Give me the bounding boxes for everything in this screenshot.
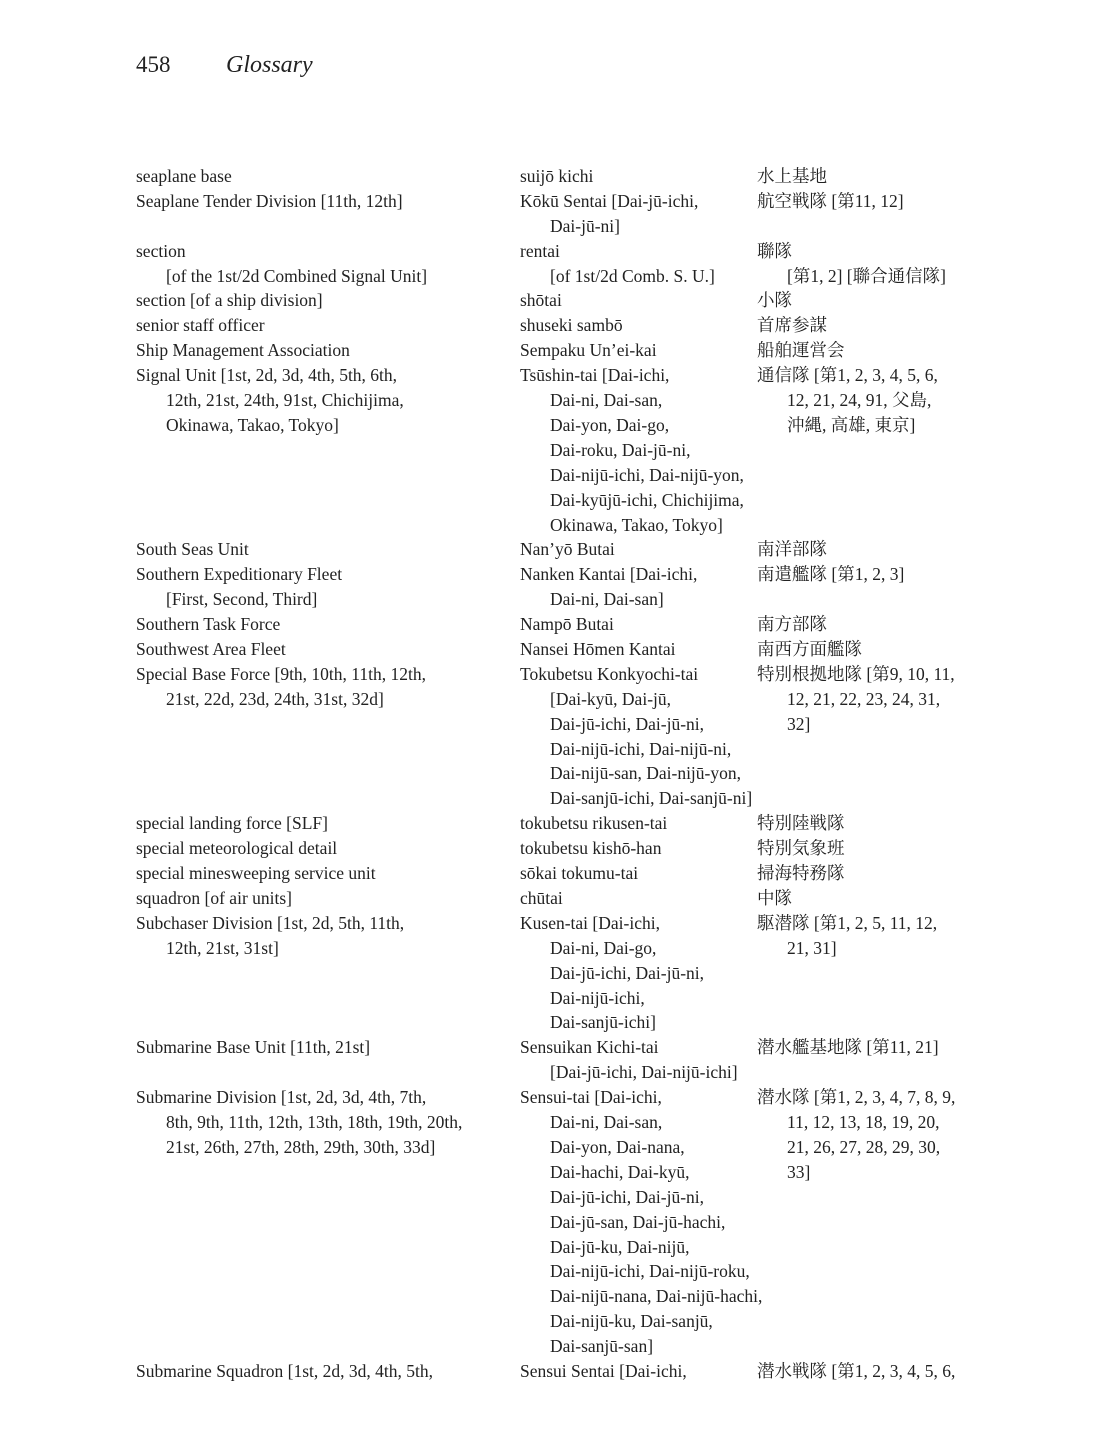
english-term: senior staff officer — [136, 315, 265, 336]
running-title: Glossary — [226, 52, 313, 78]
romanized-term: Dai-sanjū-ichi] — [550, 1012, 656, 1033]
english-term: Southern Task Force — [136, 614, 281, 635]
english-term-column — [136, 363, 511, 438]
romanized-term: Kusen-tai [Dai-ichi, — [520, 912, 660, 933]
romanized-term: chūtai — [520, 887, 563, 908]
english-term-column — [136, 562, 511, 612]
english-term: seaplane base — [136, 166, 232, 186]
english-term: special minesweeping service unit — [136, 863, 376, 884]
romanized-term-column — [520, 811, 768, 836]
japanese-term: 21, 26, 27, 28, 29, 30, — [787, 1136, 941, 1157]
english-term-column — [136, 1085, 511, 1160]
english-term: 8th, 9th, 11th, 12th, 13th, 18th, 19th, 20th, — [166, 1112, 463, 1133]
romanized-term: Nansei Hōmen Kantai — [520, 639, 676, 660]
glossary-row — [136, 1085, 1036, 1359]
japanese-term: 聯隊 — [757, 240, 792, 261]
romanized-term-column — [520, 363, 768, 537]
japanese-term-column — [757, 637, 1007, 662]
romanized-term: Tokubetsu Konkyochi-tai — [520, 663, 699, 684]
english-term-column — [136, 537, 511, 562]
romanized-term-column — [520, 612, 768, 637]
romanized-term-column — [520, 338, 768, 363]
japanese-term-column — [757, 537, 1007, 562]
romanized-term: Nampō Butai — [520, 614, 614, 635]
romanized-term-column — [520, 288, 768, 313]
english-term: Seaplane Tender Division [11th, 12th] — [136, 190, 403, 211]
japanese-term: 小隊 — [757, 290, 792, 311]
romanized-term: Dai-nijū-ichi, Dai-nijū-roku, — [550, 1261, 750, 1282]
english-term: 21st, 22d, 23d, 24th, 31st, 32d] — [166, 688, 384, 709]
japanese-term-column — [757, 662, 1007, 737]
japanese-term: 航空戦隊 [第11, 12] — [757, 190, 904, 211]
romanized-term: Dai-jū-ni] — [550, 215, 620, 236]
romanized-term: [of 1st/2d Comb. S. U.] — [550, 265, 715, 286]
glossary-row — [136, 164, 1036, 189]
romanized-term: Sensui Sentai [Dai-ichi, — [520, 1361, 687, 1382]
japanese-term: 首席参謀 — [757, 315, 827, 336]
japanese-term-column — [757, 1035, 1007, 1060]
japanese-term: 潜水艦基地隊 [第11, 21] — [757, 1037, 939, 1058]
english-term: Submarine Squadron [1st, 2d, 3d, 4th, 5th, — [136, 1361, 433, 1382]
romanized-term: Sensuikan Kichi-tai — [520, 1037, 659, 1058]
glossary-row — [136, 1035, 1036, 1085]
romanized-term: shōtai — [520, 290, 562, 311]
japanese-term-column — [757, 1085, 1007, 1185]
japanese-term-column — [757, 1359, 1007, 1384]
english-term: section [of a ship division] — [136, 290, 323, 311]
glossary-row — [136, 662, 1036, 811]
english-term-column — [136, 662, 511, 712]
english-term-column — [136, 1359, 511, 1384]
romanized-term: Dai-jū-san, Dai-jū-hachi, — [550, 1211, 726, 1232]
romanized-term-column — [520, 861, 768, 886]
english-term: special landing force [SLF] — [136, 813, 328, 834]
romanized-term: Dai-nijū-ku, Dai-sanjū, — [550, 1311, 713, 1332]
english-term-column — [136, 836, 511, 861]
japanese-term: 船舶運営会 — [757, 340, 845, 361]
english-term: Signal Unit [1st, 2d, 3d, 4th, 5th, 6th, — [136, 365, 398, 386]
romanized-term-column — [520, 189, 768, 239]
romanized-term-column — [520, 1085, 768, 1359]
romanized-term-column — [520, 886, 768, 911]
glossary-row — [136, 1359, 1036, 1384]
romanized-term-column — [520, 1359, 768, 1384]
japanese-term: 駆潜隊 [第1, 2, 5, 11, 12, — [757, 912, 938, 933]
english-term: [First, Second, Third] — [166, 589, 318, 610]
romanized-term: Dai-ni, Dai-san] — [550, 589, 664, 610]
romanized-term: Tsūshin-tai [Dai-ichi, — [520, 365, 670, 386]
romanized-term: Nan’yō Butai — [520, 539, 615, 560]
glossary-row — [136, 811, 1036, 836]
japanese-term-column — [757, 861, 1007, 886]
english-term: 12th, 21st, 31st] — [166, 937, 279, 958]
japanese-term: 沖縄, 高雄, 東京] — [787, 414, 916, 435]
english-term-column — [136, 861, 511, 886]
romanized-term-column — [520, 562, 768, 612]
english-term: 12th, 21st, 24th, 91st, Chichijima, — [166, 390, 404, 411]
english-term: South Seas Unit — [136, 539, 249, 560]
japanese-term-column — [757, 189, 1007, 214]
romanized-term: Dai-kyūjū-ichi, Chichijima, — [550, 489, 744, 510]
japanese-term: 32] — [787, 713, 811, 734]
glossary-row — [136, 239, 1036, 289]
romanized-term: Dai-sanjū-ichi, Dai-sanjū-ni] — [550, 788, 753, 809]
romanized-term: shuseki sambō — [520, 315, 623, 336]
romanized-term-column — [520, 164, 768, 189]
english-term: Ship Management Association — [136, 340, 350, 361]
glossary-row — [136, 861, 1036, 886]
romanized-term-column — [520, 1035, 768, 1085]
english-term-column — [136, 1035, 511, 1060]
japanese-term-column — [757, 239, 1007, 289]
glossary-row — [136, 612, 1036, 637]
japanese-term-column — [757, 164, 1007, 189]
romanized-term: Dai-yon, Dai-go, — [550, 414, 670, 435]
romanized-term: suijō kichi — [520, 166, 594, 186]
english-term: section — [136, 240, 186, 261]
romanized-term: Dai-jū-ichi, Dai-jū-ni, — [550, 962, 705, 983]
english-term: Southwest Area Fleet — [136, 639, 286, 660]
english-term: [of the 1st/2d Combined Signal Unit] — [166, 265, 428, 286]
romanized-term: Dai-jū-ichi, Dai-jū-ni, — [550, 1186, 705, 1207]
japanese-term-column — [757, 811, 1007, 836]
japanese-term: 南遣艦隊 [第1, 2, 3] — [757, 564, 905, 585]
english-term: Southern Expeditionary Fleet — [136, 564, 343, 585]
romanized-term: Sempaku Un’ei-kai — [520, 340, 657, 361]
english-term: Subchaser Division [1st, 2d, 5th, 11th, — [136, 912, 405, 933]
japanese-term: 掃海特務隊 — [757, 863, 845, 884]
romanized-term: Dai-jū-ku, Dai-nijū, — [550, 1236, 690, 1257]
english-term: squadron [of air units] — [136, 887, 293, 908]
japanese-term: 特別根拠地隊 [第9, 10, 11, — [757, 663, 955, 684]
japanese-term: 特別気象班 — [757, 838, 845, 859]
glossary-row — [136, 637, 1036, 662]
english-term-column — [136, 313, 511, 338]
romanized-term: Okinawa, Takao, Tokyo] — [550, 514, 723, 535]
japanese-term: 12, 21, 22, 23, 24, 31, — [787, 688, 941, 709]
english-term-column — [136, 637, 511, 662]
romanized-term: [Dai-kyū, Dai-jū, — [550, 688, 672, 709]
japanese-term: 南洋部隊 — [757, 539, 827, 560]
japanese-term: 南方部隊 — [757, 614, 827, 635]
romanized-term-column — [520, 662, 768, 811]
romanized-term: Dai-ni, Dai-go, — [550, 937, 657, 958]
japanese-term: 11, 12, 13, 18, 19, 20, — [787, 1112, 940, 1133]
romanized-term: Dai-nijū-ichi, — [550, 987, 645, 1008]
english-term-column — [136, 612, 511, 637]
japanese-term: 21, 31] — [787, 937, 837, 958]
glossary-row — [136, 562, 1036, 612]
romanized-term: Kōkū Sentai [Dai-jū-ichi, — [520, 190, 699, 211]
japanese-term: 潜水戦隊 [第1, 2, 3, 4, 5, 6, — [757, 1361, 956, 1382]
japanese-term-column — [757, 836, 1007, 861]
romanized-term: Dai-yon, Dai-nana, — [550, 1136, 685, 1157]
english-term-column — [136, 811, 511, 836]
english-term: Submarine Division [1st, 2d, 3d, 4th, 7th, — [136, 1087, 427, 1108]
japanese-term: 中隊 — [757, 887, 792, 908]
romanized-term: Nanken Kantai [Dai-ichi, — [520, 564, 698, 585]
japanese-term-column — [757, 288, 1007, 313]
romanized-term: tokubetsu rikusen-tai — [520, 813, 668, 834]
english-term-column — [136, 911, 511, 961]
glossary-entries — [136, 164, 1036, 1384]
english-term-column — [136, 189, 511, 214]
romanized-term: Dai-hachi, Dai-kyū, — [550, 1161, 690, 1182]
english-term-column — [136, 886, 511, 911]
romanized-term: Dai-jū-ichi, Dai-jū-ni, — [550, 713, 705, 734]
romanized-term: Dai-roku, Dai-jū-ni, — [550, 439, 691, 460]
romanized-term-column — [520, 313, 768, 338]
english-term-column — [136, 239, 511, 289]
romanized-term: Dai-ni, Dai-san, — [550, 1112, 663, 1133]
japanese-term-column — [757, 911, 1007, 961]
glossary-row — [136, 911, 1036, 1036]
glossary-row — [136, 288, 1036, 313]
japanese-term: 33] — [787, 1161, 811, 1182]
romanized-term: Dai-nijū-nana, Dai-nijū-hachi, — [550, 1286, 763, 1307]
romanized-term: sōkai tokumu-tai — [520, 863, 639, 884]
romanized-term-column — [520, 911, 768, 1035]
japanese-term: 通信隊 [第1, 2, 3, 4, 5, 6, — [757, 365, 938, 386]
page-number: 458 — [136, 52, 171, 77]
japanese-term: 潜水隊 [第1, 2, 3, 4, 7, 8, 9, — [757, 1087, 956, 1108]
romanized-term: rentai — [520, 240, 560, 261]
japanese-term: [第1, 2] [聯合通信隊] — [787, 265, 946, 286]
romanized-term: Dai-sanjū-san] — [550, 1336, 654, 1357]
japanese-term: 12, 21, 24, 91, 父島, — [787, 390, 932, 411]
romanized-term-column — [520, 537, 768, 562]
japanese-term-column — [757, 363, 1007, 438]
page-header — [136, 52, 313, 79]
japanese-term: 南西方面艦隊 — [757, 639, 862, 660]
romanized-term: Dai-nijū-ichi, Dai-nijū-yon, — [550, 464, 744, 485]
romanized-term-column — [520, 637, 768, 662]
english-term: Special Base Force [9th, 10th, 11th, 12th, — [136, 663, 426, 684]
glossary-row — [136, 313, 1036, 338]
romanized-term-column — [520, 836, 768, 861]
glossary-row — [136, 886, 1036, 911]
romanized-term: [Dai-jū-ichi, Dai-nijū-ichi] — [550, 1062, 738, 1083]
japanese-term-column — [757, 338, 1007, 363]
english-term-column — [136, 164, 511, 189]
english-term: special meteorological detail — [136, 838, 338, 859]
english-term-column — [136, 338, 511, 363]
english-term: Okinawa, Takao, Tokyo] — [166, 414, 339, 435]
romanized-term: Sensui-tai [Dai-ichi, — [520, 1087, 662, 1108]
glossary-row — [136, 537, 1036, 562]
romanized-term: Dai-ni, Dai-san, — [550, 390, 663, 411]
romanized-term-column — [520, 239, 768, 289]
romanized-term: Dai-nijū-ichi, Dai-nijū-ni, — [550, 738, 732, 759]
japanese-term-column — [757, 886, 1007, 911]
glossary-row — [136, 189, 1036, 239]
japanese-term: 水上基地 — [757, 166, 827, 186]
glossary-row — [136, 338, 1036, 363]
glossary-row — [136, 363, 1036, 537]
romanized-term: Dai-nijū-san, Dai-nijū-yon, — [550, 763, 741, 784]
japanese-term-column — [757, 313, 1007, 338]
english-term: Submarine Base Unit [11th, 21st] — [136, 1037, 371, 1058]
japanese-term-column — [757, 562, 1007, 587]
japanese-term: 特別陸戦隊 — [757, 813, 845, 834]
english-term-column — [136, 288, 511, 313]
japanese-term-column — [757, 612, 1007, 637]
romanized-term: tokubetsu kishō-han — [520, 838, 662, 859]
glossary-row — [136, 836, 1036, 861]
english-term: 21st, 26th, 27th, 28th, 29th, 30th, 33d] — [166, 1136, 436, 1157]
